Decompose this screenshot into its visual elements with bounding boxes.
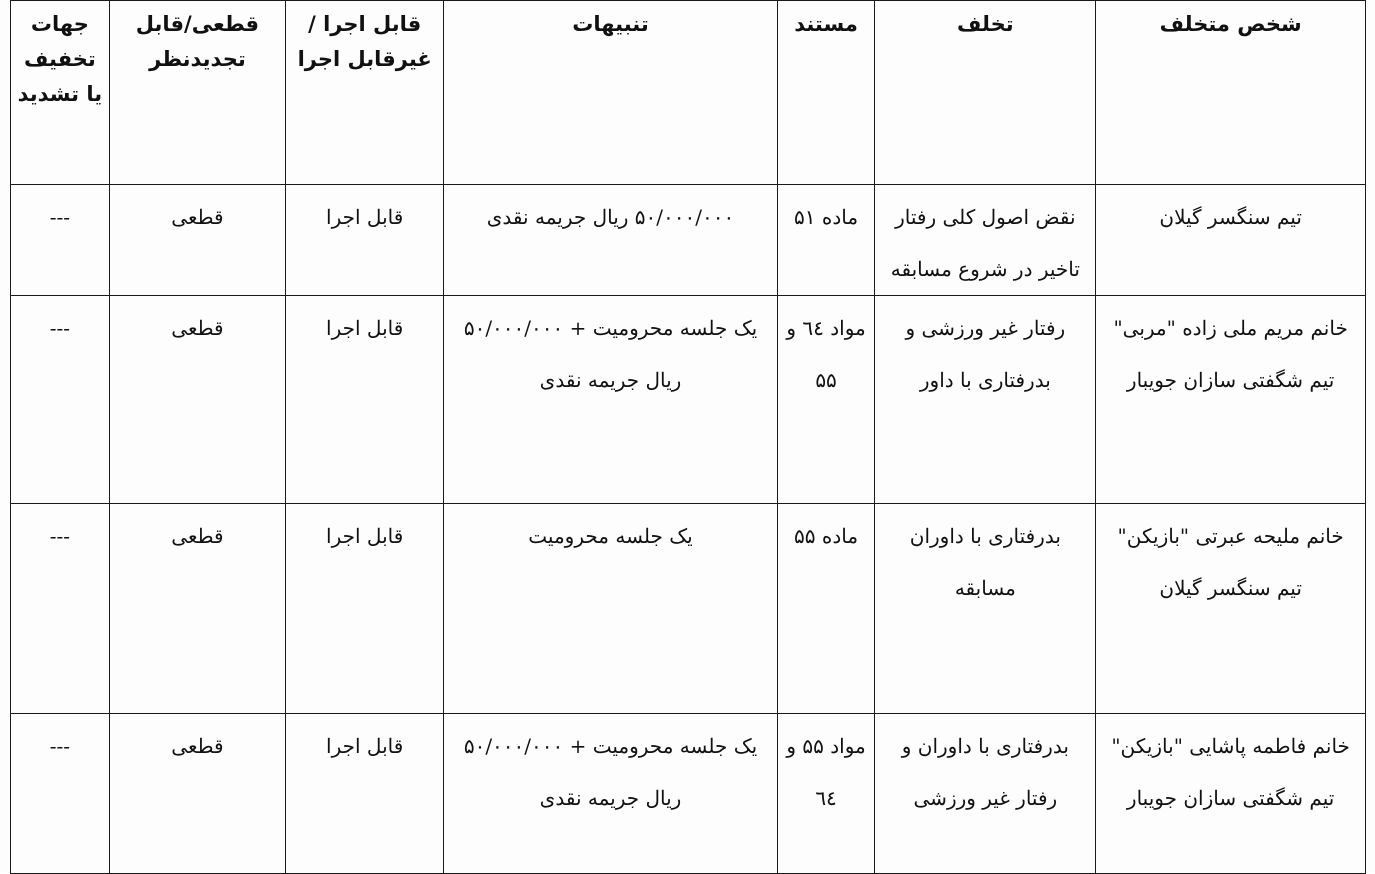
- cell-offender: تیم سنگسر گیلان: [1096, 185, 1366, 296]
- cell-final: قطعی: [109, 504, 285, 714]
- header-offender: شخص متخلف: [1096, 1, 1366, 185]
- cell-penalties: یک جلسه محرومیت + ۵۰/۰۰۰/۰۰۰ ریال جریمه نقدی: [444, 714, 777, 874]
- cell-mitigation: ---: [11, 714, 110, 874]
- cell-mitigation: ---: [11, 296, 110, 504]
- table-row: [11, 714, 1366, 874]
- header-violation: تخلف: [875, 1, 1096, 185]
- cell-document: ماده ۵۵: [777, 504, 875, 714]
- cell-violation: رفتار غیر ورزشی و بدرفتاری با داور: [875, 296, 1096, 504]
- header-enforceable: قابل اجرا /غیرقابل اجرا: [286, 1, 444, 185]
- cell-final: قطعی: [109, 296, 285, 504]
- cell-enforceable: قابل اجرا: [286, 185, 444, 296]
- cell-final: قطعی: [109, 185, 285, 296]
- cell-final: قطعی: [109, 714, 285, 874]
- header-final: قطعی/قابل تجدیدنظر: [109, 1, 285, 185]
- cell-mitigation: ---: [11, 185, 110, 296]
- header-row: [11, 1, 1366, 185]
- cell-enforceable: قابل اجرا: [286, 504, 444, 714]
- cell-enforceable: قابل اجرا: [286, 296, 444, 504]
- cell-enforceable: قابل اجرا: [286, 714, 444, 874]
- cell-penalties: یک جلسه محرومیت + ۵۰/۰۰۰/۰۰۰ ریال جریمه نقدی: [444, 296, 777, 504]
- cell-mitigation: ---: [11, 504, 110, 714]
- cell-offender: خانم فاطمه پاشایی "بازیکن" تیم شگفتی سازان جویبار: [1096, 714, 1366, 874]
- cell-document: مواد ۵۵ و ٦٤: [777, 714, 875, 874]
- cell-penalties: یک جلسه محرومیت: [444, 504, 777, 714]
- cell-offender: خانم ملیحه عبرتی "بازیکن" تیم سنگسر گیلان: [1096, 504, 1366, 714]
- cell-violation: بدرفتاری با داوران مسابقه: [875, 504, 1096, 714]
- disciplinary-verdicts-table: [10, 0, 1366, 874]
- cell-violation: نقض اصول کلی رفتار تاخیر در شروع مسابقه: [875, 185, 1096, 296]
- table-row: [11, 296, 1366, 504]
- table-row: [11, 185, 1366, 296]
- header-document: مستند: [777, 1, 875, 185]
- cell-document: مواد ٦٤ و ۵۵: [777, 296, 875, 504]
- cell-penalties: ۵۰/۰۰۰/۰۰۰ ریال جریمه نقدی: [444, 185, 777, 296]
- table-row: [11, 504, 1366, 714]
- cell-offender: خانم مریم ملی زاده "مربی" تیم شگفتی سازان جویبار: [1096, 296, 1366, 504]
- header-penalties: تنبیهات: [444, 1, 777, 185]
- cell-document: ماده ۵۱: [777, 185, 875, 296]
- cell-violation: بدرفتاری با داوران و رفتار غیر ورزشی: [875, 714, 1096, 874]
- header-mitigation: جهات تخفیف یا تشدید: [11, 1, 110, 185]
